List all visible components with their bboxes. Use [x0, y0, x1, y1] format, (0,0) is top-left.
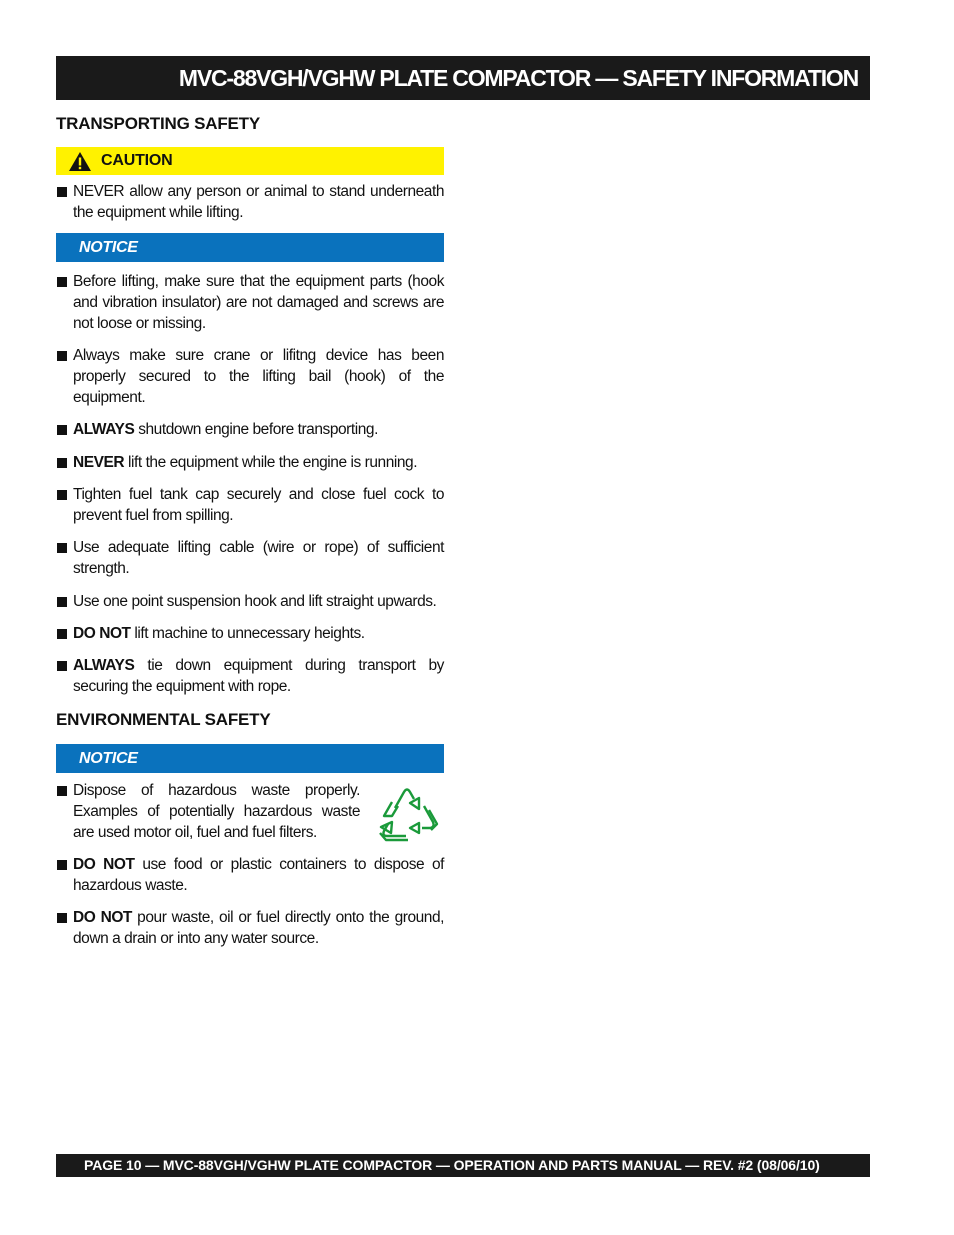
item-text: lift machine to unnecessary heights. [130, 625, 365, 642]
bullet-square-icon [57, 860, 67, 870]
item-text: shutdown engine before transporting. [134, 421, 378, 438]
bullet-square-icon [57, 277, 67, 287]
bullet-square-icon [57, 351, 67, 361]
bullet-square-icon [57, 543, 67, 553]
list-item [56, 623, 444, 644]
item-emphasis: DO NOT [73, 856, 135, 873]
list-item [56, 780, 444, 843]
item-text: pour waste, oil or fuel directly onto the ground, down a drain or into any water source. [73, 909, 444, 947]
notice-label: NOTICE [79, 239, 138, 256]
environmental-safety-heading: ENVIRONMENTAL SAFETY [56, 710, 271, 729]
bullet-square-icon [57, 425, 67, 435]
list-item [56, 419, 444, 440]
notice-banner [56, 233, 444, 262]
item-text: lift the equipment while the engine is running. [124, 454, 418, 471]
list-item [56, 345, 444, 408]
content-column [56, 112, 444, 949]
list-item [56, 271, 444, 334]
list-item [56, 181, 444, 223]
item-text: tie down equipment during transport by securing the equipment with rope. [73, 657, 444, 695]
item-emphasis: ALWAYS [73, 421, 135, 438]
bullet-square-icon [57, 458, 67, 468]
warning-triangle-icon [68, 151, 92, 172]
item-text: Use adequate lifting cable (wire or rope) of sufficient strength. [73, 539, 444, 577]
item-emphasis: DO NOT [73, 909, 132, 926]
item-text: Use one point suspension hook and lift straight upwards. [73, 593, 437, 610]
page-title: MVC-88VGH/VGHW PLATE COMPACTOR — SAFETY INFORMATION [178, 65, 858, 91]
item-text: NEVER allow any person or animal to stand underneath the equipment while lifting. [73, 183, 444, 221]
footer-text: PAGE 10 — MVC-88VGH/VGHW PLATE COMPACTOR — OPERATION AND PARTS MANUAL — REV. #2 (08/06/10) [84, 1157, 820, 1173]
footer-bar [56, 1154, 870, 1177]
transporting-safety-heading: TRANSPORTING SAFETY [56, 114, 260, 133]
bullet-square-icon [57, 786, 67, 796]
caution-banner [56, 147, 444, 175]
item-emphasis: ALWAYS [73, 657, 135, 674]
item-emphasis: NEVER [73, 454, 125, 471]
bullet-square-icon [57, 913, 67, 923]
list-item [56, 452, 444, 473]
list-item [56, 591, 444, 612]
bullet-square-icon [57, 661, 67, 671]
list-item [56, 537, 444, 579]
item-emphasis: DO NOT [73, 625, 131, 642]
list-item [56, 854, 444, 896]
item-text: Before lifting, make sure that the equipment parts (hook and vibration insulator) are not damaged and screws are not loose or missing. [73, 273, 444, 332]
notice-banner [56, 744, 444, 773]
item-text: Tighten fuel tank cap securely and close fuel cock to prevent fuel from spilling. [73, 486, 444, 524]
list-item [56, 655, 444, 697]
item-text: Always make sure crane or lifitng device has been properly secured to the lifting bail (hook) of the equipment. [73, 347, 444, 406]
caution-list [56, 181, 444, 223]
notice-label: NOTICE [79, 750, 138, 767]
item-text: Dispose of hazardous waste properly. Examples of potentially hazardous waste are used motor oil, fuel and fuel filters. [73, 782, 360, 841]
recycle-icon [370, 778, 444, 850]
caution-label: CAUTION [101, 152, 173, 169]
bullet-square-icon [57, 597, 67, 607]
bullet-square-icon [57, 187, 67, 197]
list-item [56, 484, 444, 526]
transport-notice-list [56, 271, 444, 697]
list-item [56, 907, 444, 949]
bullet-square-icon [57, 490, 67, 500]
item-text: use food or plastic containers to dispose of hazardous waste. [73, 856, 444, 894]
bullet-square-icon [57, 629, 67, 639]
environment-notice-list [56, 780, 444, 949]
header-bar [56, 56, 870, 100]
